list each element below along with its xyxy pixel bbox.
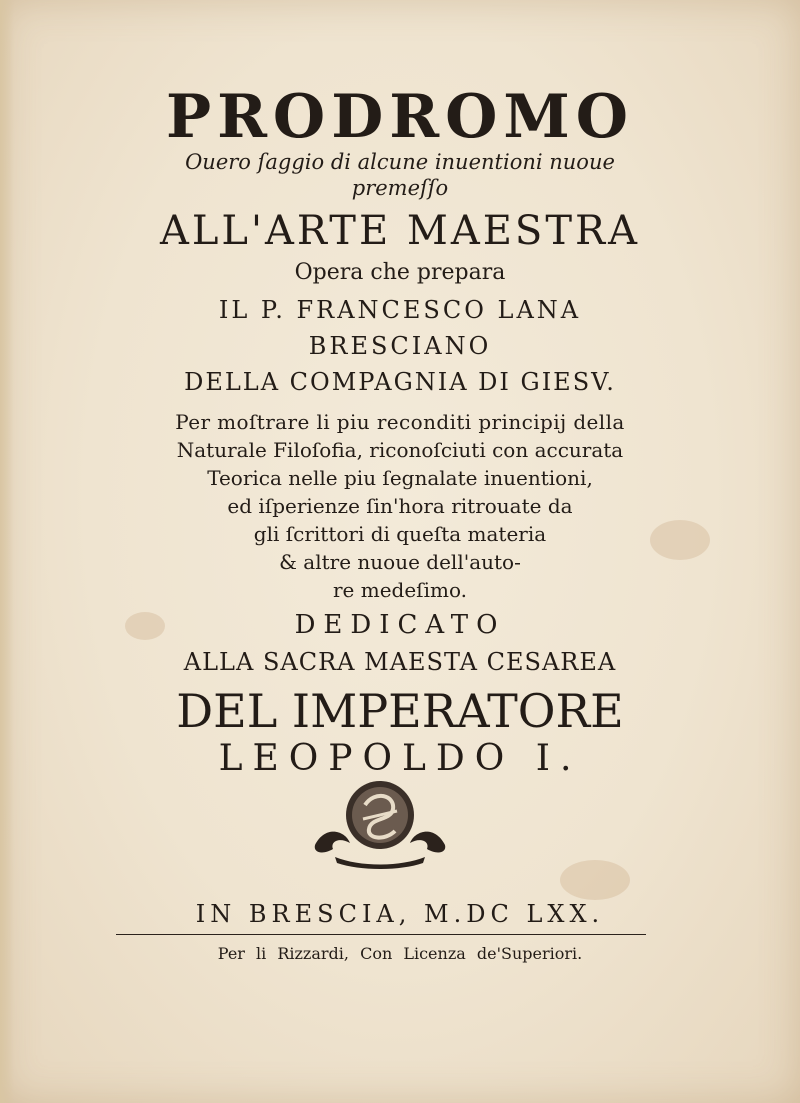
printer-device-icon — [305, 775, 455, 870]
dedicatee-line-3: LEOPOLDO I. — [218, 738, 582, 779]
author-origin: BRESCIANO — [308, 332, 492, 360]
dedicatee-line-2: DEL IMPERATORE — [176, 684, 624, 738]
dedicatee-line-1: ALLA SACRA MAESTA CESAREA — [183, 648, 617, 676]
imprint-city: IN BRESCIA, M.DC LXX. — [195, 900, 605, 928]
author-name: IL P. FRANCESCO LANA — [218, 296, 582, 324]
book-title: PRODROMO — [165, 82, 635, 152]
purpose-line: gli ſcrittori di queſta materia — [253, 522, 547, 546]
opera-line: Opera che prepara — [294, 260, 506, 285]
purpose-line: re medeſimo. — [332, 578, 467, 602]
subtitle-line-2: premeſſo — [351, 176, 449, 200]
imprint-printer: Per li Rizzardi, Con Licenza de'Superiori. — [217, 944, 583, 963]
imprint-rule — [116, 934, 646, 935]
author-order: DELLA COMPAGNIA DI GIESV. — [184, 368, 616, 396]
foxing-stain — [560, 860, 630, 900]
purpose-line: Naturale Filoſofia, riconoſciuti con accurata — [176, 438, 624, 462]
dedication-heading: DEDICATO — [294, 610, 506, 640]
purpose-line: Teorica nelle piu ſegnalate inuentioni, — [207, 466, 593, 490]
arte-maestra-heading: ALL'ARTE MAESTRA — [159, 208, 641, 254]
subtitle-line-1: Ouero ſaggio di alcune inuentioni nuoue — [185, 150, 615, 174]
purpose-line: Per moſtrare li piu reconditi principij della — [175, 410, 625, 434]
purpose-line: ed iſperienze ſin'hora ritrouate da — [227, 494, 573, 518]
purpose-line: & altre nuoue dell'auto- — [279, 550, 521, 574]
